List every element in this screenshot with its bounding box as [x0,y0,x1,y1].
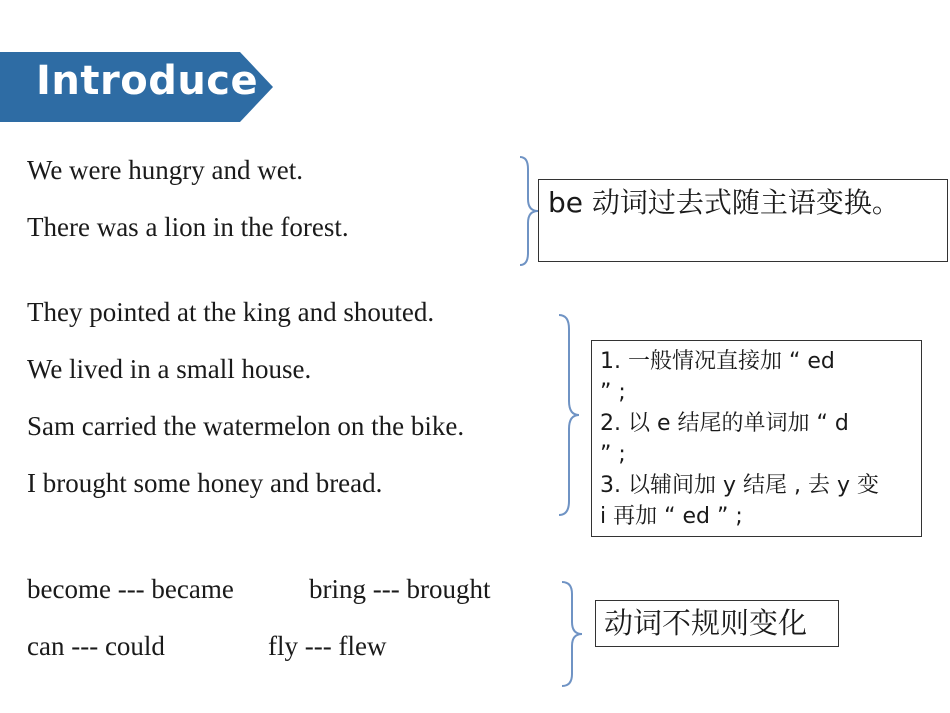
sentence-line: We lived in a small house. [27,354,312,384]
rule-line: ” ; [600,380,626,405]
rule-line: 1. 一般情况直接加 “ ed [600,349,835,374]
sentence-line: I brought some honey and bread. [27,468,383,498]
sentence-line: We were hungry and wet. [27,155,303,185]
verb-pair: can --- could [27,631,165,661]
brace-icon [555,313,581,517]
rule-line: i 再加 “ ed ” ; [600,504,743,529]
brace-icon [516,155,540,267]
verb-pair: become --- became [27,574,234,604]
sentence-line: Sam carried the watermelon on the bike. [27,411,465,441]
sentence-line: They pointed at the king and shouted. [27,297,435,327]
rule-line: 2. 以 e 结尾的单词加 “ d [600,411,849,436]
brace-icon [558,580,584,688]
title-banner [0,52,273,122]
verb-pair: fly --- flew [268,631,387,661]
regular-verb-rules-box [591,340,922,537]
rule-line: ” ; [600,442,626,467]
irregular-verb-note-box: 动词不规则变化 [595,600,839,647]
page-title: Introduce [36,58,259,104]
be-verb-note-box: be 动词过去式随主语变换。 [538,179,948,262]
verb-pair: bring --- brought [309,574,491,604]
sentence-line: There was a lion in the forest. [27,212,349,242]
rule-line: 3. 以辅间加 y 结尾 , 去 y 变 [600,473,879,498]
